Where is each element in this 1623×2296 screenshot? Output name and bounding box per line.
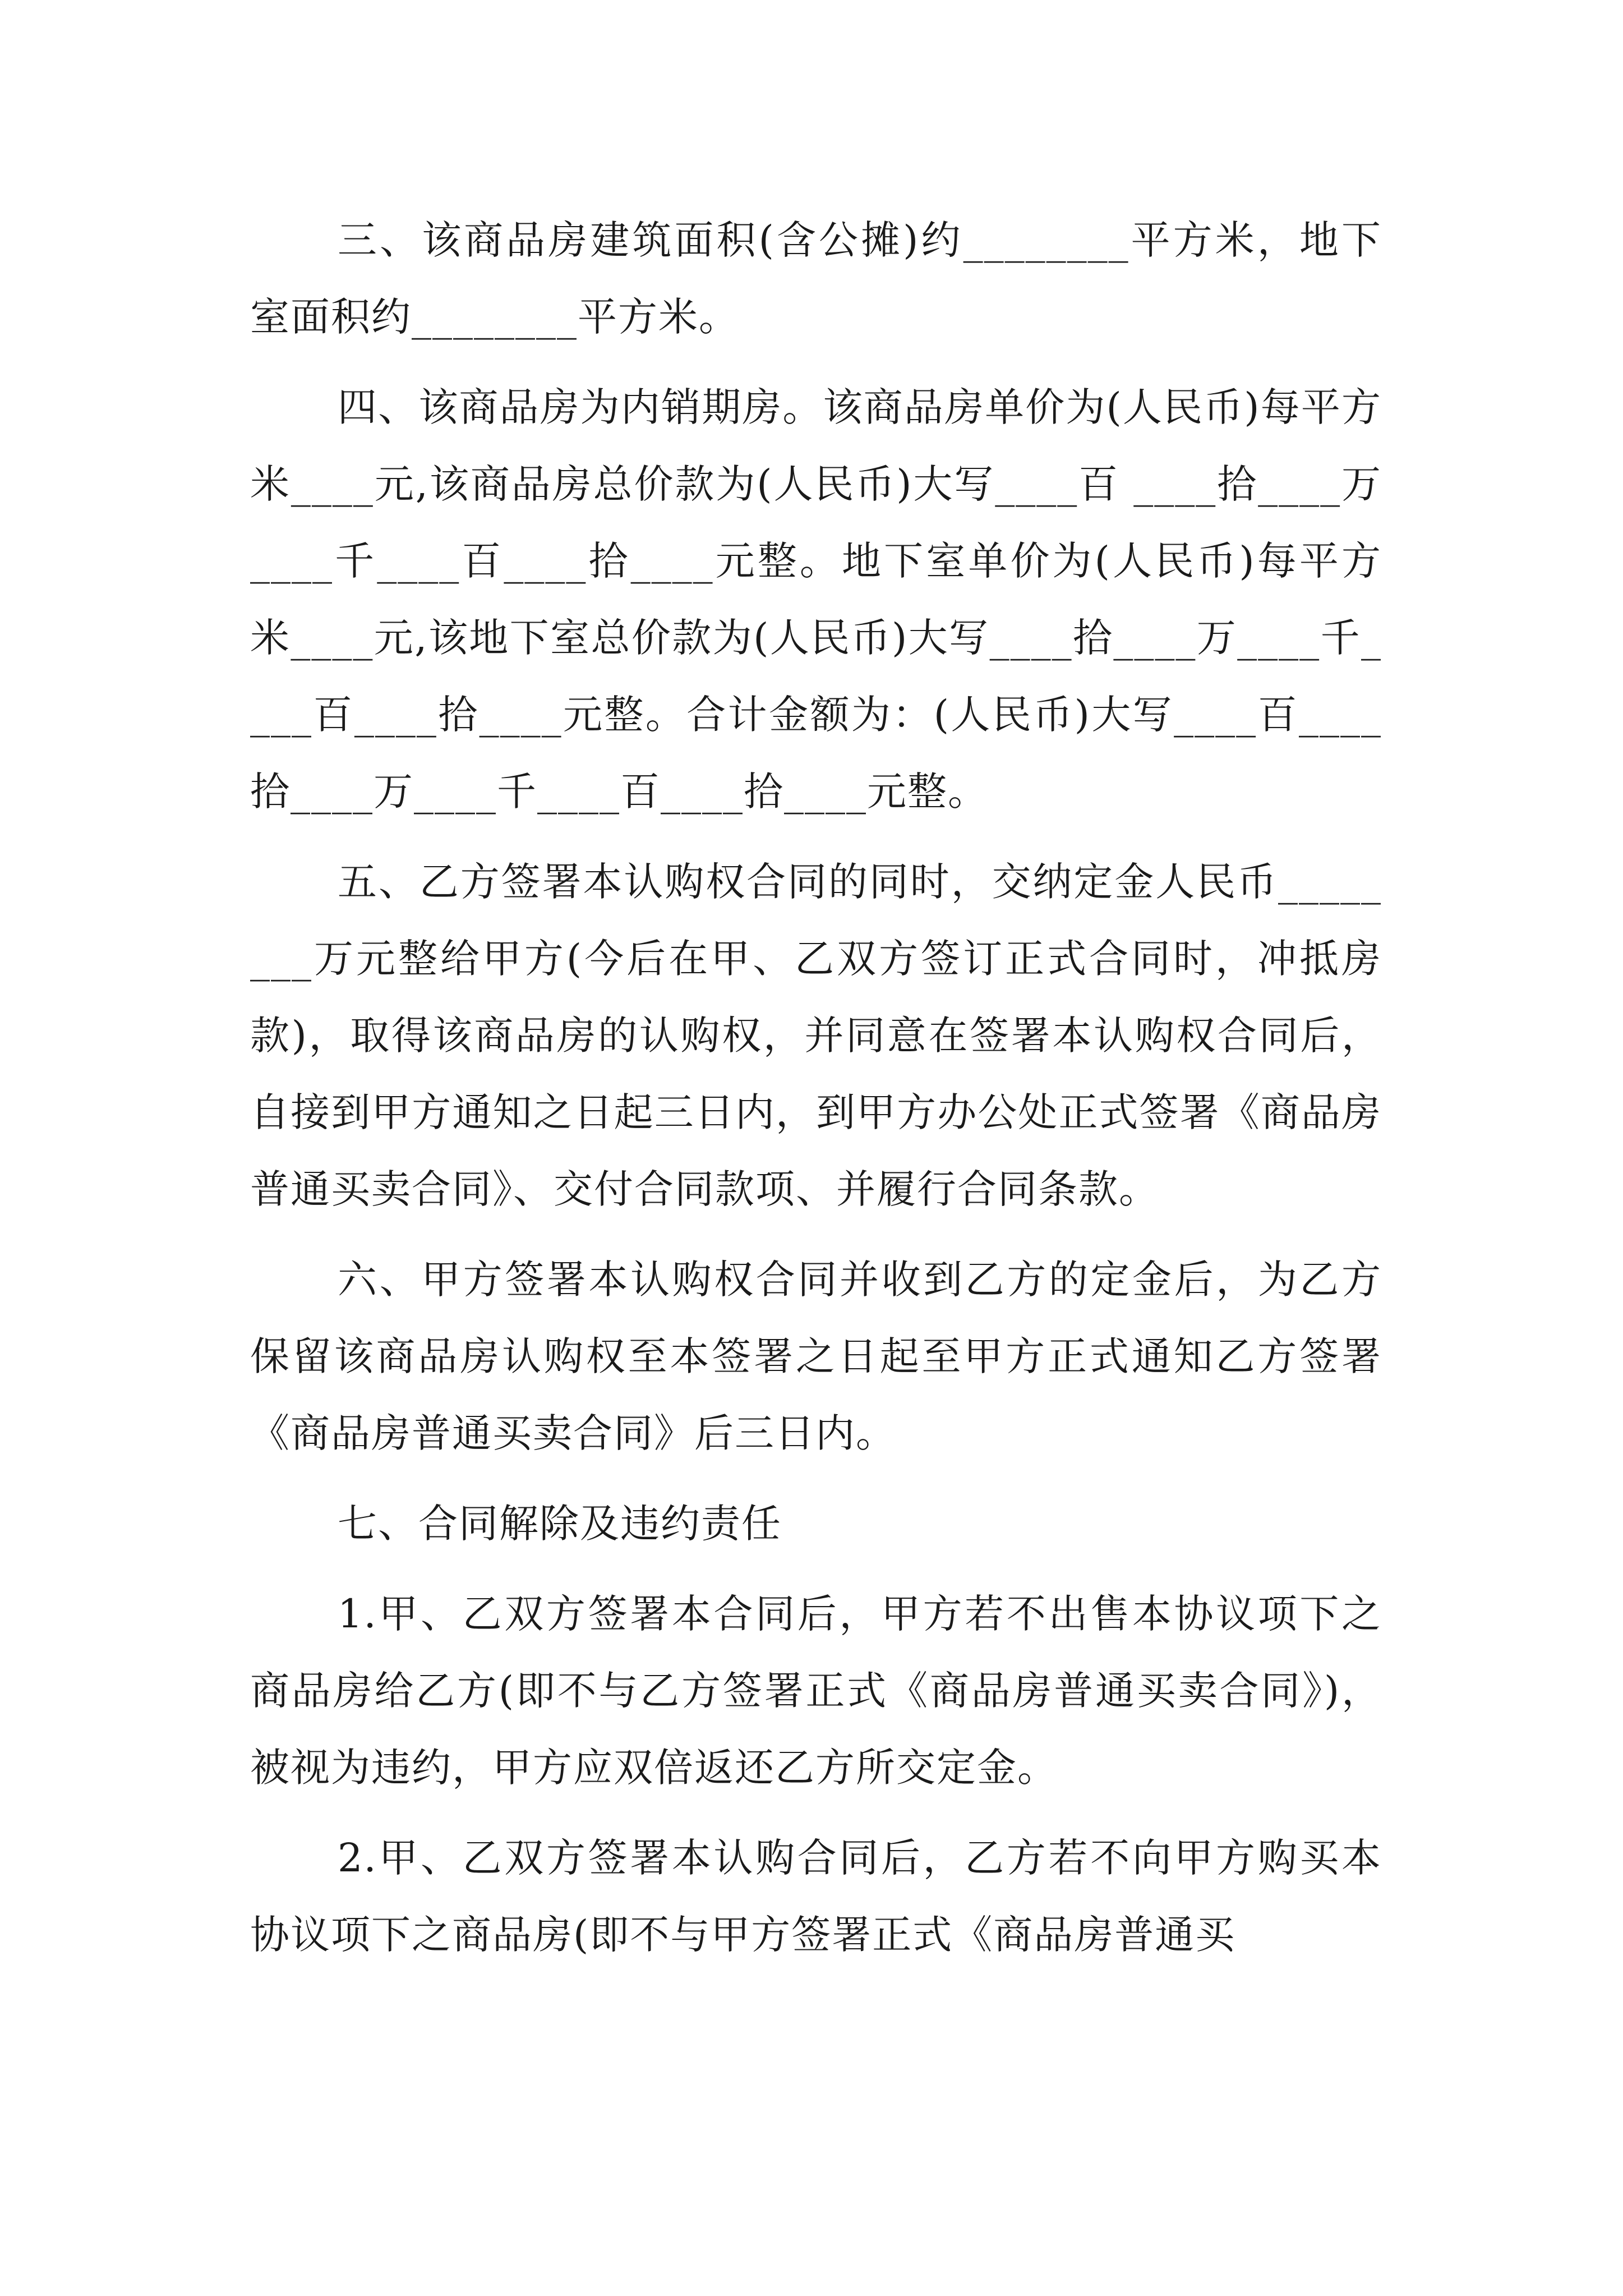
document-body [250,202,1382,1987]
clause-4-pricing: 四、该商品房为内销期房。该商品房单价为(人民币)每平方米____元,该商品房总价款为(人民币)大写____百 ____拾____万____千____百____拾____元整。地下室单价为(人民币)每平方米____元,该地下室总价款为(人民币)大写____拾____万____千____百____拾____元整。合计金额为：(人民币)大写____百____ 拾____万____千____百____拾____元整。 [250,384,1382,815]
clause-3-floor-area: 三、该商品房建筑面积(含公摊)约________平方米，地下室面积约________平方米。 [250,217,1382,340]
clause-6-reservation: 六、甲方签署本认购权合同并收到乙方的定金后，为乙方保留该商品房认购权至本签署之日起至甲方正式通知乙方签署《商品房普通买卖合同》后三日内。 [250,1257,1382,1456]
clause-7-heading: 七、合同解除及违约责任 [338,1501,782,1547]
clause-7-item-2: 2.甲、乙双方签署本认购合同后，乙方若不向甲方购买本协议项下之商品房(即不与甲方签署正式《商品房普通买 [250,1835,1382,1958]
clause-7-item-1: 1.甲、乙双方签署本合同后，甲方若不出售本协议项下之商品房给乙方(即不与乙方签署正式《商品房普通买卖合同》)，被视为违约，甲方应双倍返还乙方所交定金。 [250,1591,1382,1791]
clause-5-deposit: 五、乙方签署本认购权合同的同时，交纳定金人民币________万元整给甲方(今后在甲、乙双方签订正式合同时，冲抵房款)，取得该商品房的认购权，并同意在签署本认购权合同后，自接到甲方通知之日起三日内，到甲方办公处正式签署《商品房普通买卖合同》、交付合同款项、并履行合同条款。 [250,859,1382,1212]
